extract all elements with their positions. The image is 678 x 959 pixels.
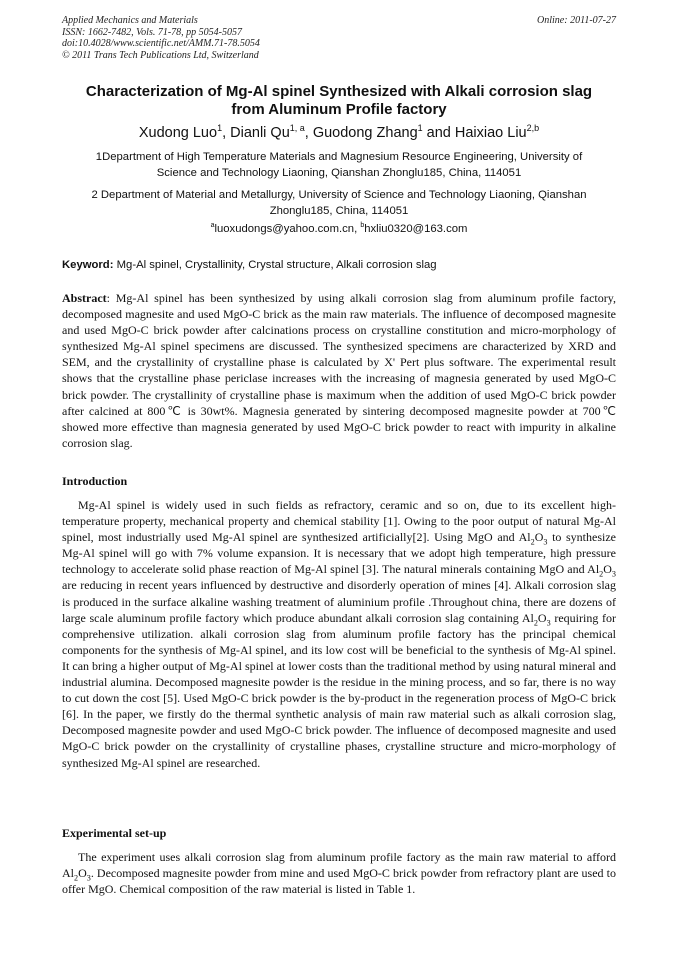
- author-name: Haixiao Liu: [454, 125, 527, 141]
- affiliation-1-line-2: Science and Technology Liaoning, Qianshan Zhonglu185, China, 114051: [156, 166, 522, 179]
- subscript: 3: [546, 618, 551, 628]
- author-name: Guodong Zhang: [312, 125, 418, 141]
- experimental-paragraph: [62, 849, 616, 897]
- abstract: [62, 290, 616, 451]
- affiliation-2: [62, 188, 616, 219]
- abstract-label: Abstract: [62, 291, 107, 305]
- text-run: . Decomposed magnesite powder from mine and used MgO-C brick powder from refractory plant are used to offer MgO. Chemical composition of the raw material is listed in Table 1.: [62, 866, 616, 897]
- author-affiliation-mark: 2,b: [526, 123, 540, 134]
- introduction-paragraph: [62, 497, 616, 771]
- text-run: O: [534, 530, 544, 545]
- subscript: 3: [543, 537, 548, 547]
- subscript: 3: [611, 569, 616, 579]
- text-run: O: [537, 610, 547, 625]
- text-run: Mg-Al spinel is widely used in such fields as refractory, ceramic and so on, due to its excellent high-temperature property, mechanical property and chemical stability [1]. Owing to the poor output of natural Mg-Al spinel, most industrially used Mg-Al spinel are synthesized artificially[2]. Using MgO and Al: [62, 498, 616, 545]
- text-run: are reducing in recent years influenced by destructive and disorderly operation of mines [4]. Alkali corrosion slag is produced in the surface alkaline washing treatment of aluminium profile .Throughout china, there are dozens of large scale aluminum profile factory which produce abundant alkali corrosion slag containing Al: [62, 578, 616, 625]
- abstract-text: : Mg-Al spinel has been synthesized by using alkali corrosion slag from aluminum profile factory, decomposed magnesite and used MgO-C brick as the main raw materials. The influence of decomposed magnesite and used MgO-C brick powder after calcinations process on crystalline constitution and micro-morphology of synthesized Mg-Al spinel specimens are discussed. The synthesized specimens are characterized by XRD and SEM, and the crystallinity of crystalline phase is calculated by X' Pert plus software. The experimental result shows that the crystalline phase periclase increases with the increasing of magnesia generated by used MgO-C brick powder. The crystallinity of crystalline phase is maximum when the addition of used MgO-C brick powder after calcined at 800℃ is 30wt%. Magnesia generated by sintering decomposed magnesite powder at 700℃ showed more effective than magnesia generated by used MgO-C brick powder to react with impurity in alkaline corrosion slag.: [62, 291, 616, 450]
- subscript: 2: [533, 618, 538, 628]
- text-run: O: [78, 866, 87, 881]
- affiliation-2-line-1: 2 Department of Material and Metallurgy, University of Science and Technology Liaoning, Qianshan: [91, 189, 587, 201]
- email-a: luoxudongs@yahoo.com.cn: [214, 223, 355, 235]
- text-run: requiring for comprehensive utilization. alkali corrosion slag from aluminum profile factory has the principal chemical components for the synthesis of Mg-Al spinel, and its low cost will be beneficial to the synthesis of Mg-Al spinel. It can bring a higher output of Mg-Al spinel at lower costs than the traditional method by using natural mineral and industrial alumina. Decomposed magnesite powder is the residue in the mining process, and so far, there is no way to cut down the cost [5]. Used MgO-C brick powder is the by-product in the regeneration process of MgO-C brick [6]. In the paper, we firstly do the thermal synthetic analysis of main raw material such as alkali corrosion slag, Decomposed magnesite powder and used MgO-C brick powder. The influence of decomposed magnesite and used MgO-C brick powder on the crystallinity of crystalline phases, crystalline structure and micro-morphology of synthesized Mg-Al spinel are researched.: [62, 610, 616, 770]
- online-date: Online: 2011-07-27: [537, 15, 616, 26]
- author-separator: ,: [222, 125, 231, 141]
- affiliation-1-line-1: 1Department of High Temperature Materials and Magnesium Resource Engineering, University of: [95, 151, 583, 163]
- author-affiliation-mark: 1, a: [289, 123, 305, 134]
- email-separator: ,: [354, 223, 361, 235]
- doi-line: doi:10.4028/www.scientific.net/AMM.71-78.5054: [62, 38, 260, 49]
- subscript: 3: [86, 873, 91, 883]
- title-line-1: Characterization of Mg-Al spinel Synthesized with Alkali corrosion slag: [85, 83, 593, 100]
- author-affiliation-mark: 1: [217, 123, 223, 134]
- text-run: O: [603, 562, 612, 577]
- subscript: 2: [74, 873, 79, 883]
- keywords: [62, 258, 616, 273]
- subscript: 2: [599, 569, 604, 579]
- keywords-label: Keyword:: [62, 259, 114, 271]
- email-mark-b: b: [360, 222, 365, 230]
- email-mark-a: a: [210, 222, 215, 230]
- text-run: The experiment uses alkali corrosion slag from aluminum profile factory as the main raw material to afford Al: [62, 850, 616, 881]
- author-separator: ,: [304, 125, 313, 141]
- affiliation-1: [62, 150, 616, 181]
- journal-header: [62, 15, 260, 61]
- issn-line: ISSN: 1662-7482, Vols. 71-78, pp 5054-5057: [62, 26, 242, 38]
- author-name: Xudong Luo: [138, 125, 218, 141]
- author-separator: and: [422, 125, 455, 141]
- introduction-heading: Introduction: [62, 474, 128, 488]
- author-name: Dianli Qu: [230, 125, 290, 141]
- email-line: [62, 222, 616, 238]
- affiliation-2-line-2: Zhonglu185, China, 114051: [269, 204, 409, 217]
- copyright-line: © 2011 Trans Tech Publications Ltd, Switzerland: [62, 49, 259, 61]
- email-b: hxliu0320@163.com: [364, 223, 468, 235]
- keywords-text: Mg-Al spinel, Crystallinity, Crystal structure, Alkali corrosion slag: [113, 259, 437, 271]
- title-line-2: from Aluminum Profile factory: [231, 101, 447, 118]
- author-affiliation-mark: 1: [417, 123, 423, 134]
- paper-title: [62, 83, 616, 119]
- text-run: to synthesize Mg-Al spinel will go with 7% volume expansion. It is necessary that we adopt high temperature, high pressure technology to accelerate solid phase reaction of Mg-Al spinel [3]. The natural minerals containing MgO and Al: [62, 530, 616, 577]
- experimental-heading: Experimental set-up: [62, 826, 167, 840]
- subscript: 2: [530, 537, 535, 547]
- journal-name: Applied Mechanics and Materials: [62, 15, 198, 26]
- author-list: [62, 124, 616, 142]
